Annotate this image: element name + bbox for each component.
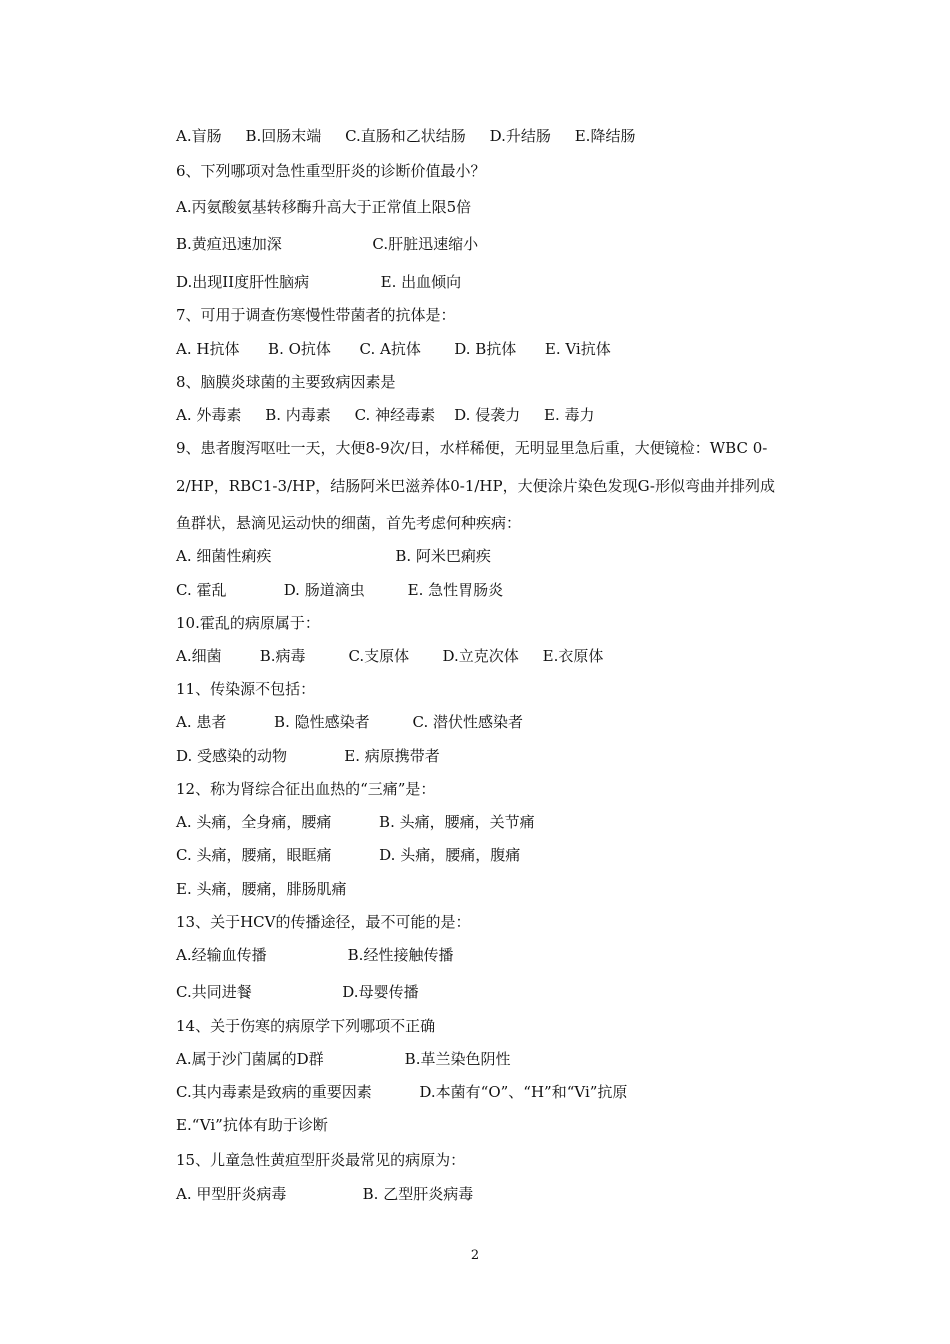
text-line: 鱼群状，悬滴见运动快的细菌，首先考虑何种疾病： bbox=[176, 514, 522, 532]
text-line: E. 头痛，腰痛，腓肠肌痛 bbox=[176, 880, 347, 898]
text-line: A. H抗体 B. O抗体 C. A抗体 D. B抗体 E. Vi抗体 bbox=[176, 340, 611, 358]
text-line: 14、关于伤寒的病原学下列哪项不正确 bbox=[176, 1017, 436, 1035]
text-line: A. 头痛，全身痛，腰痛 B. 头痛，腰痛，关节痛 bbox=[176, 813, 535, 831]
text-line: C.共同进餐 D.母婴传播 bbox=[176, 983, 419, 1001]
text-line: 15、儿童急性黄疸型肝炎最常见的病原为： bbox=[176, 1151, 466, 1169]
text-line: 12、称为肾综合征出血热的“三痛”是： bbox=[176, 780, 436, 798]
text-line: A.属于沙门菌属的D群 B.革兰染色阴性 bbox=[176, 1050, 511, 1068]
text-line: C.其内毒素是致病的重要因素 D.本菌有“O”、“H”和“Vi”抗原 bbox=[176, 1083, 628, 1101]
text-line: 6、下列哪项对急性重型肝炎的诊断价值最小？ bbox=[176, 162, 486, 180]
text-line: 9、患者腹泻呕吐一天，大便8-9次/日，水样稀便，无明显里急后重，大便镜检：WBC 0- bbox=[176, 439, 768, 457]
text-line: 10.霍乱的病原属于： bbox=[176, 614, 320, 632]
text-line: C. 霍乱 D. 肠道滴虫 E. 急性胃肠炎 bbox=[176, 581, 504, 599]
page-number: 2 bbox=[470, 1248, 480, 1263]
text-line: A.盲肠 B.回肠末端 C.直肠和乙状结肠 D.升结肠 E.降结肠 bbox=[176, 127, 636, 145]
text-line: D. 受感染的动物 E. 病原携带者 bbox=[176, 747, 440, 765]
text-line: D.出现II度肝性脑病 E. 出血倾向 bbox=[176, 273, 462, 291]
text-line: 7、可用于调查伤寒慢性带菌者的抗体是： bbox=[176, 306, 456, 324]
text-line: E.“Vi”抗体有助于诊断 bbox=[176, 1116, 328, 1134]
text-line: C. 头痛，腰痛，眼眶痛 D. 头痛，腰痛，腹痛 bbox=[176, 846, 521, 864]
text-line: A. 细菌性痢疾 B. 阿米巴痢疾 bbox=[176, 547, 491, 565]
text-line: 11、传染源不包括： bbox=[176, 680, 316, 698]
text-line: A. 甲型肝炎病毒 B. 乙型肝炎病毒 bbox=[176, 1185, 474, 1203]
text-line: 2/HP，RBC1-3/HP，结肠阿米巴滋养体0-1/HP，大便涂片染色发现G-形似弯曲并排列成 bbox=[176, 477, 775, 495]
text-line: A.经输血传播 B.经性接触传播 bbox=[176, 946, 454, 964]
text-line: B.黄疸迅速加深 C.肝脏迅速缩小 bbox=[176, 235, 479, 253]
text-line: 8、脑膜炎球菌的主要致病因素是 bbox=[176, 373, 396, 391]
text-line: A. 患者 B. 隐性感染者 C. 潜伏性感染者 bbox=[176, 713, 524, 731]
text-line: A.细菌 B.病毒 C.支原体 D.立克次体 E.衣原体 bbox=[176, 647, 604, 665]
text-line: 13、关于HCV的传播途径，最不可能的是： bbox=[176, 913, 471, 931]
text-line: A.丙氨酸氨基转移酶升高大于正常值上限5倍 bbox=[176, 198, 472, 216]
text-line: A. 外毒素 B. 内毒素 C. 神经毒素 D. 侵袭力 E. 毒力 bbox=[176, 406, 595, 424]
